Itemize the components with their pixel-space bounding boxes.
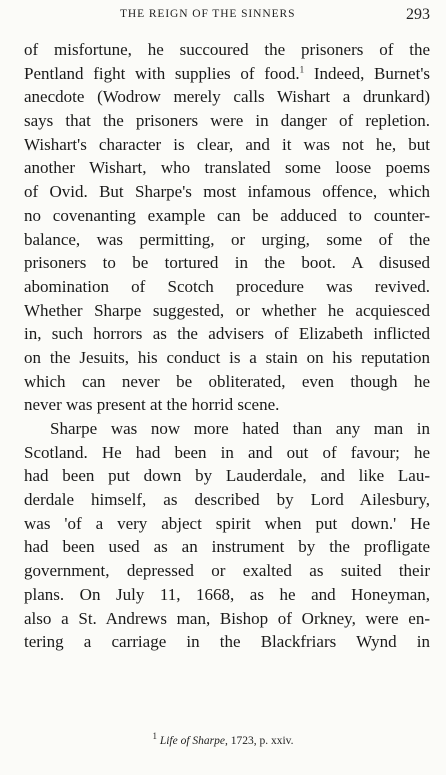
text-line: Wishart's character is clear, and it was not he, but bbox=[24, 134, 430, 154]
text-line: balance, was permitting, or urging, some of the bbox=[24, 229, 430, 249]
text-line: derdale himself, as described by Lord Ailesbury, bbox=[24, 490, 430, 510]
running-head bbox=[0, 8, 446, 26]
text-line: which can never be obliterated, even though he bbox=[24, 371, 430, 391]
body-text bbox=[24, 38, 430, 654]
text-line: Whether Sharpe suggested, or whether he acquiesced bbox=[24, 300, 430, 320]
page-number: 293 bbox=[406, 6, 430, 23]
text-line: had been used as an instrument by the profligate bbox=[24, 537, 430, 557]
text-line: of misfortune, he succoured the prisoners of the bbox=[24, 40, 430, 59]
text-line: Scotland. He had been in and out of favour; he bbox=[24, 442, 430, 462]
text-line: never was present at the horrid scene. bbox=[24, 395, 280, 415]
text-line: of Ovid. But Sharpe's most infamous offence, which bbox=[24, 182, 430, 202]
text-line: plans. On July 11, 1668, as he and Honeyman, bbox=[24, 584, 430, 604]
text-line: anecdote (Wodrow merely calls Wishart a drunkard) bbox=[24, 87, 430, 107]
text-line: in, such horrors as the advisers of Elizabeth inflicted bbox=[24, 324, 430, 344]
text-line: prisoners to be tortured in the boot. A disused bbox=[24, 253, 430, 273]
text-line: says that the prisoners were in danger of repletion. bbox=[24, 111, 430, 131]
text-line: on the Jesuits, his conduct is a stain on his reputation bbox=[24, 347, 430, 367]
footnote-marker: 1 bbox=[152, 731, 157, 742]
text-line: Sharpe was now more hated than any man in bbox=[50, 419, 430, 438]
text-line bbox=[24, 62, 430, 86]
text-line: also a St. Andrews man, Bishop of Orkney, were en- bbox=[24, 608, 430, 628]
text-line: abomination of Scotch procedure was revived. bbox=[24, 276, 430, 296]
text-line: was 'of a very abject spirit when put down.' He bbox=[24, 513, 430, 533]
footnote bbox=[0, 731, 446, 747]
text-line: no covenanting example can be adduced to counter- bbox=[24, 205, 430, 225]
text-line: government, depressed or exalted as suited their bbox=[24, 561, 430, 581]
footnote-citation: , 1723, p. xxiv. bbox=[224, 735, 294, 747]
text-line: had been put down by Lauderdale, and like Lau- bbox=[24, 466, 430, 486]
text-line-part: Indeed, Burnet's bbox=[304, 63, 430, 83]
text-line: tering a carriage in the Blackfriars Wynd in bbox=[24, 632, 430, 652]
text-line-part: Pentland fight with supplies of food. bbox=[24, 63, 300, 83]
footnote-title: Life of Sharpe bbox=[159, 735, 225, 747]
text-line: another Wishart, who translated some loose poems bbox=[24, 158, 430, 178]
running-title: THE REIGN OF THE SINNERS bbox=[120, 8, 296, 20]
footnote-reference: 1 bbox=[299, 64, 305, 75]
